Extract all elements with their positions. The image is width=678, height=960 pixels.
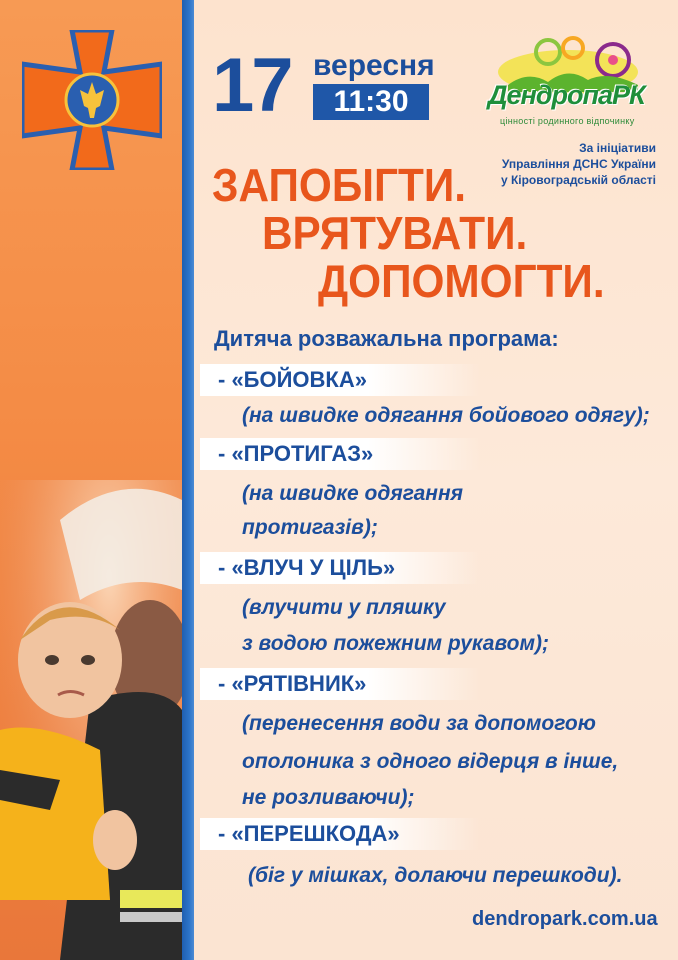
program-title: Дитяча розважальна програма: bbox=[214, 326, 559, 351]
slogan-help: ДОПОМОГТИ. bbox=[318, 255, 605, 307]
initiative-line: Управління ДСНС України bbox=[501, 157, 656, 171]
program-item: - «ПРОТИГАЗ» bbox=[200, 438, 480, 470]
website-link[interactable]: dendropark.com.ua bbox=[472, 908, 658, 930]
program-item-desc: з водою пожежним рукавом); bbox=[242, 632, 549, 655]
program-item: - «ВЛУЧ У ЦІЛЬ» bbox=[200, 552, 480, 584]
slogan-rescue: ВРЯТУВАТИ. bbox=[262, 207, 528, 259]
initiative-line: За ініціативи bbox=[579, 141, 656, 155]
dsns-emblem-icon bbox=[22, 30, 162, 170]
firefighter-child-photo bbox=[0, 480, 182, 960]
program-item-desc: ополоника з одного відерця в інше, bbox=[242, 750, 619, 773]
event-month: вересня bbox=[313, 49, 435, 82]
initiative-line: у Кіровоградській області bbox=[500, 173, 656, 187]
program-item: - «ПЕРЕШКОДА» bbox=[200, 818, 480, 850]
event-time: 11:30 bbox=[313, 84, 429, 120]
left-orange-panel bbox=[0, 0, 182, 960]
program-item-desc: (влучити у пляшку bbox=[242, 596, 446, 619]
slogan-prevent: ЗАПОБІГТИ. bbox=[212, 159, 467, 211]
logo-name: ДендропаРК bbox=[488, 80, 645, 110]
logo-tagline: цінності родинного відпочинку bbox=[500, 116, 635, 126]
program-item-desc: (на швидке одягання bbox=[242, 482, 464, 505]
program-item-desc: (біг у мішках, долаючи перешкоди). bbox=[248, 864, 623, 887]
program-item: - «БОЙОВКА» bbox=[200, 364, 480, 396]
initiative-note bbox=[466, 140, 656, 188]
blue-divider-stripe bbox=[182, 0, 194, 960]
program-item-desc: (на швидке одягання бойового одягу); bbox=[242, 404, 650, 427]
program-item-desc: (перенесення води за допомогою bbox=[242, 712, 596, 735]
program-item-desc: не розливаючи); bbox=[242, 786, 415, 809]
event-day: 17 bbox=[212, 43, 291, 128]
program-item-desc: протигазів); bbox=[242, 516, 378, 539]
program-item: - «РЯТІВНИК» bbox=[200, 668, 480, 700]
